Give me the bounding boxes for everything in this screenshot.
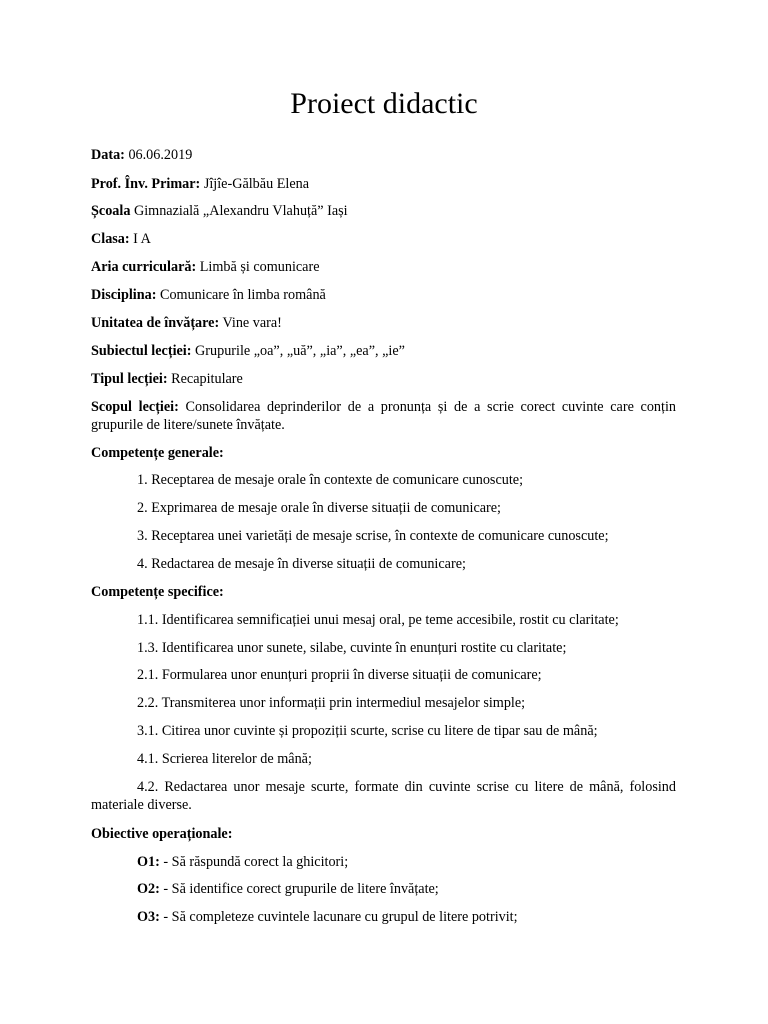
specific-competence-item: 2.1. Formularea unor enunțuri proprii în diverse situații de comunicare;	[137, 667, 542, 683]
field-value: I A	[129, 231, 151, 247]
objective-item	[137, 853, 676, 871]
field-label: Tipul lecției:	[91, 371, 168, 387]
heading-text: Competențe generale:	[91, 445, 224, 461]
specific-competence-item: 4.1. Scrierea literelor de mână;	[137, 751, 312, 767]
field-date	[91, 146, 676, 164]
field-value: Grupurile „oa”, „uă”, „ia”, „ea”, „ie”	[191, 343, 405, 359]
field-lesson-subject	[91, 342, 676, 360]
field-label: Scopul lecției:	[91, 399, 179, 415]
objective-text: - Să identifice corect grupurile de litere învățate;	[159, 881, 439, 897]
objectives-heading	[91, 825, 676, 843]
field-value: Limbă și comunicare	[196, 259, 320, 275]
field-label: Școala	[91, 203, 131, 219]
field-label: Disciplina:	[91, 287, 157, 303]
field-curricular-area	[91, 258, 676, 276]
field-label: Prof. Înv. Primar:	[91, 176, 201, 192]
general-competences-heading	[91, 444, 676, 462]
field-label: Unitatea de învățare:	[91, 315, 220, 331]
objective-code: O3:	[137, 909, 160, 925]
objective-item	[137, 880, 676, 898]
field-lesson-type	[91, 370, 676, 388]
objective-code: O1:	[137, 854, 160, 870]
specific-competence-item: 1.1. Identificarea semnificației unui mesaj oral, pe teme accesibile, rostit cu claritate;	[137, 612, 619, 628]
document-title: Proiect didactic	[290, 87, 478, 120]
field-value: Consolidarea deprinderilor de a pronunța și de a scrie corect cuvinte care conțin grupurile de litere/sunete învățate.	[91, 399, 676, 433]
objective-text: - Să completeze cuvintele lacunare cu grupul de litere potrivit;	[159, 909, 518, 925]
field-value: Gimnazială „Alexandru Vlahuță” Iași	[130, 203, 348, 219]
objective-item	[137, 908, 676, 926]
field-discipline	[91, 286, 676, 304]
field-value: Vine vara!	[219, 315, 282, 331]
specific-competences-heading	[91, 583, 676, 601]
field-value: Jîjîe-Gălbău Elena	[200, 176, 310, 192]
field-label: Data:	[91, 147, 125, 163]
field-lesson-scope	[91, 398, 676, 434]
field-label: Subiectul lecției:	[91, 343, 192, 359]
specific-competence-item	[91, 778, 676, 814]
field-value: Comunicare în limba română	[156, 287, 326, 303]
field-label: Clasa:	[91, 231, 130, 247]
general-competence-item: 2. Exprimarea de mesaje orale în diverse situații de comunicare;	[137, 500, 501, 516]
field-teacher	[91, 175, 676, 193]
general-competence-item: 1. Receptarea de mesaje orale în contexte de comunicare cunoscute;	[137, 472, 524, 488]
heading-text: Obiective operaționale:	[91, 826, 233, 842]
field-school	[91, 202, 676, 220]
objective-text: - Să răspundă corect la ghicitori;	[159, 854, 349, 870]
field-value: 06.06.2019	[124, 147, 193, 163]
general-competence-item: 3. Receptarea unei varietăți de mesaje scrise, în contexte de comunicare cunoscute;	[137, 528, 609, 544]
general-competence-item: 4. Redactarea de mesaje în diverse situații de comunicare;	[137, 556, 466, 572]
heading-text: Competențe specifice:	[91, 584, 224, 600]
field-label: Aria curriculară:	[91, 259, 197, 275]
specific-competence-item: 1.3. Identificarea unor sunete, silabe, cuvinte în enunțuri rostite cu claritate;	[137, 640, 567, 656]
field-value: Recapitulare	[167, 371, 243, 387]
specific-competence-item: 3.1. Citirea unor cuvinte și propoziții scurte, scrise cu litere de tipar sau de mână;	[137, 723, 598, 739]
specific-competence-item: 2.2. Transmiterea unor informații prin intermediul mesajelor simple;	[137, 695, 526, 711]
objective-code: O2:	[137, 881, 160, 897]
field-class	[91, 230, 676, 248]
item-text: 4.2. Redactarea unor mesaje scurte, formate din cuvinte scrise cu litere de mână, folosind materiale diverse.	[91, 779, 676, 813]
field-unit	[91, 314, 676, 332]
